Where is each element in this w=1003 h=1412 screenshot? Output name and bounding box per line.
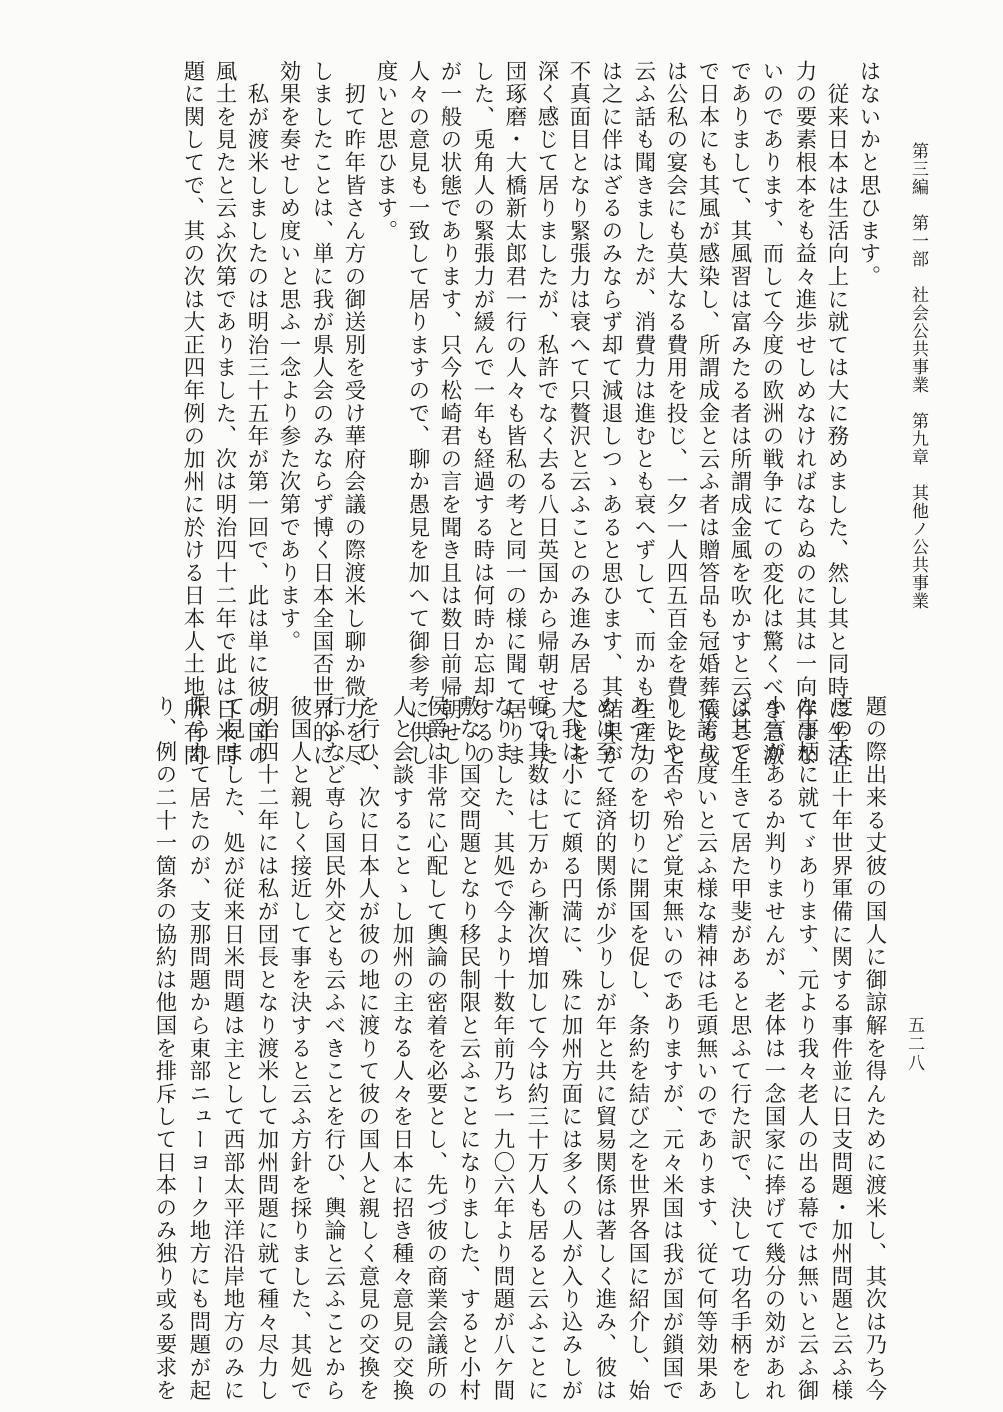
lower-text-column: 限られて居たのが、支那問題から東部ニューヨーク地方にも問題が起 bbox=[186, 695, 211, 1402]
upper-text-column: 風土を見たと云ふ次第でありました、次は明治四十二年で此は日米問 bbox=[212, 60, 237, 767]
running-header: 第三編 第一部 社会公共事業 第九章 其他ノ公共事業 bbox=[908, 142, 928, 610]
upper-text-column: 度いと思ひます。 bbox=[373, 60, 398, 243]
upper-text-column: 力の要素根本をも益々進歩せしめなければならぬのに其は一向伴はな bbox=[792, 60, 817, 767]
lower-text-column: 彼国人と親しく接近して事を決すると云ふ方針を採りました、其処で bbox=[287, 695, 312, 1402]
lower-text-column: 侯爵は非常に心配して輿論の密着を必要とし、先づ彼の商業会議所の bbox=[423, 695, 448, 1402]
upper-text-column: 団琢磨・大橋新太郎君一行の人々も皆私の考と同一の様に聞て居りま bbox=[502, 60, 527, 767]
lower-text-column: を行ひ、次に日本人が彼の地に渡りて彼の国人と親しく意見の交換を bbox=[355, 695, 380, 1402]
lower-text-column: ば其で生きて居た甲斐があると思ふて行た訳で、決して功名手柄をし bbox=[727, 695, 752, 1402]
upper-text-column: した、兎角人の緊張力が緩んで一年も経過する時は何時か忘却するの bbox=[470, 60, 495, 767]
lower-text-column: 題の際出来る丈彼の国人に御諒解を得んために渡米し、其次は乃ち今 bbox=[862, 695, 887, 1402]
lower-text-column: めは至て経済的関係が少りしが年と共に貿易関係は著しく進み、彼は bbox=[592, 695, 617, 1402]
upper-text-column: はないかと思ひます。 bbox=[856, 60, 881, 288]
upper-text-column: が一般の状態であります、只今松崎君の言を聞き且は数日前帰朝せし bbox=[437, 60, 462, 767]
lower-text-column: なりました、其処で今より十数年前乃ち一九〇六年より問題が八ケ間 bbox=[490, 695, 515, 1402]
upper-text-column: は公私の宴会にも莫大なる費用を投じ、一夕一人四五百金を費したと bbox=[663, 60, 688, 767]
upper-text-column: 云ふ話も聞きましたが、消費力は進むとも衰へずして、而かも生産力 bbox=[631, 60, 656, 767]
upper-text-column: 効果を奏せしめ度いと思ふ一念より参た次第であります。 bbox=[276, 60, 301, 653]
upper-text-column: しましたことは、単に我が県人会のみならず博く日本全国否世界的に bbox=[309, 60, 334, 767]
upper-text-column: 題に関してで、其の次は大正四年例の加州に於ける日本人土地所有問 bbox=[180, 60, 205, 767]
lower-text-column: 大我は小にて頗る円満に、殊に加州方面には多くの人が入り込みしが bbox=[558, 695, 583, 1402]
upper-text-column: 人々の意見も一致して居りますので、聊か愚見を加へて御参考に供し bbox=[405, 60, 430, 767]
upper-text-column: 私が渡米しましたのは明治三十五年が第一回で、此は単に彼の国の bbox=[244, 60, 269, 767]
lower-text-column: な事柄に就てゞあります、元より我々老人の出る幕では無いと云ふ御 bbox=[794, 695, 819, 1402]
upper-text-column: いのであります、而して今度の欧洲の戦争にての変化は驚くべき急激 bbox=[759, 60, 784, 767]
lower-text-column: 敷なり国交問題となり移民制限と云ふことになりました、すると小村 bbox=[456, 695, 481, 1402]
upper-text-column: 従来日本は生活向上に就ては大に務めました、然し其と同時に生活 bbox=[824, 60, 849, 767]
lower-text-column: 人と会談することゝし加州の主なる人々を日本に招き種々意見の交換 bbox=[389, 695, 414, 1402]
lower-text-column: 行ふなど専ら国民外交とも云ふべきことを行ひ、輿論と云ふことから bbox=[321, 695, 346, 1402]
lower-text-column: 頓て其数は七万から漸次増加して今は約三十万人も居ると云ふことに bbox=[524, 695, 549, 1402]
upper-text-column: 扨て昨年皆さん方の御送別を受け華府会議の際渡米し聊か微力を尽 bbox=[341, 60, 366, 767]
upper-text-column: で日本にも其風が感染し、所謂成金と云ふ者は贈答品も冠婚葬儀も或 bbox=[695, 60, 720, 767]
upper-text-column: 深く感じて居りましたが、私許でなく去る八日英国から帰朝せられた bbox=[534, 60, 559, 767]
upper-text-column: 不真面目となり緊張力は衰へて只贅沢と云ふことのみ進み居ることを bbox=[566, 60, 591, 767]
lower-text-column: り、例の二十一箇条の協約は他国を排斥して日本のみ独り或る要求を bbox=[152, 695, 177, 1402]
lower-text-column: りしや否や殆ど覚束無いのでありますが、元々米国は我が国が鎖国で bbox=[659, 695, 684, 1402]
lower-text-column: て見ました、処が従来日米問題は主として西部太平洋沿岸地方のみに bbox=[220, 695, 245, 1402]
lower-text-column: て誇り度いと云ふ様な精神は毛頭無いのであります、従て何等効果あ bbox=[693, 695, 718, 1402]
lower-text-column: あつたのを切りに開国を促し、条約を結び之を世界各国に紹介し、始 bbox=[625, 695, 650, 1402]
lower-text-column: 明治四十二年には私が団長となり渡米して加州問題に就て種々尽力し bbox=[254, 695, 279, 1402]
page-number: 五二八 bbox=[904, 1016, 924, 1073]
lower-text-column: 小言があるか判りませんが、老体は一念国家に捧げて幾分の効があれ bbox=[761, 695, 786, 1402]
upper-text-column: は之に伴はざるのみならず却て減退しつゝあると思ひます、其結果が bbox=[598, 60, 623, 767]
upper-text-column: でありまして、其風習は富みたる者は所謂成金風を吹かすと云ふこと bbox=[727, 60, 752, 767]
lower-text-column: 度の大正十年世界軍備に関する事件並に日支問題・加州問題と云ふ様 bbox=[828, 695, 853, 1402]
